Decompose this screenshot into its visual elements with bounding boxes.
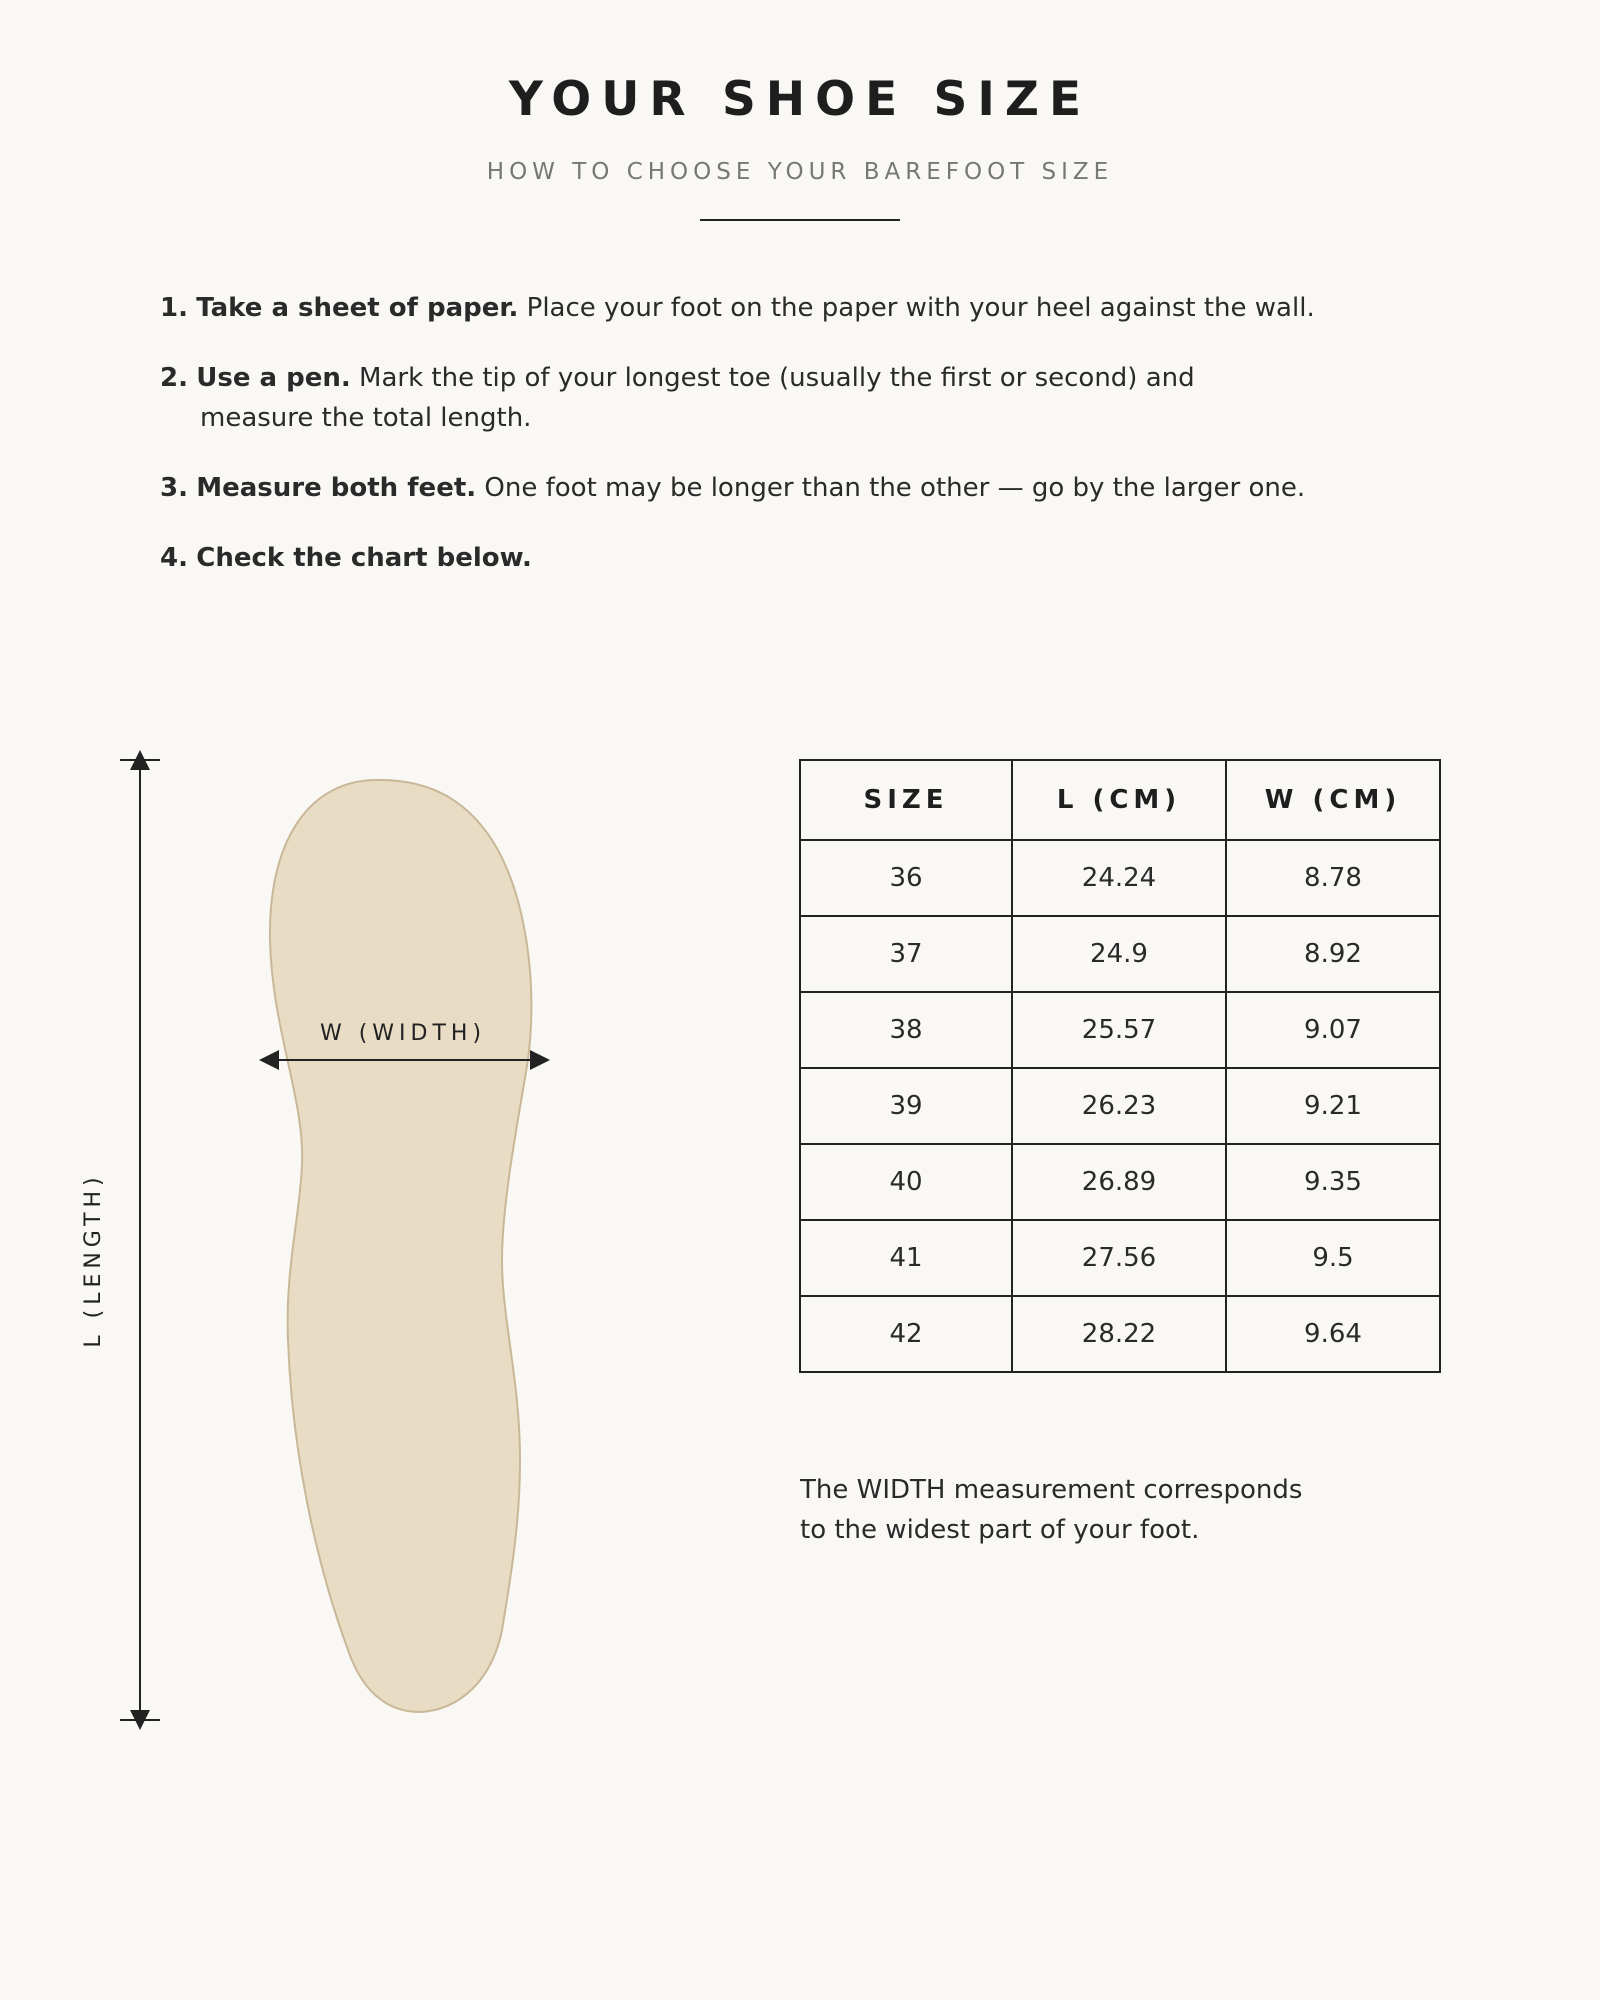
length-cell: 27.56	[1012, 1220, 1226, 1296]
foot-outline	[270, 780, 531, 1712]
width-cell: 9.5	[1226, 1220, 1440, 1296]
table-row	[800, 840, 1440, 916]
table-row	[800, 1220, 1440, 1296]
width-note-line-1: The WIDTH measurement corresponds	[800, 1475, 1303, 1505]
size-chart-table	[799, 759, 1441, 1373]
width-cell: 9.64	[1226, 1296, 1440, 1372]
step-lead: Take a sheet of paper.	[196, 293, 519, 323]
width-arrow-left	[259, 1050, 279, 1070]
step-text: Place your foot on the paper with your heel against the wall.	[526, 293, 1315, 323]
length-cell: 24.9	[1012, 916, 1226, 992]
table-row	[800, 992, 1440, 1068]
instruction-step-2	[160, 358, 1460, 438]
length-cell: 24.24	[1012, 840, 1226, 916]
size-cell: 39	[800, 1068, 1012, 1144]
step-lead: Use a pen.	[196, 363, 351, 393]
table-header-row	[800, 760, 1440, 840]
column-header-size: SIZE	[800, 760, 1012, 840]
title-divider	[700, 219, 900, 221]
size-cell: 38	[800, 992, 1012, 1068]
step-text: One foot may be longer than the other — go by the larger one.	[484, 473, 1306, 503]
size-cell: 40	[800, 1144, 1012, 1220]
column-header-length: L (CM)	[1012, 760, 1226, 840]
page-subtitle: HOW TO CHOOSE YOUR BAREFOOT SIZE	[486, 159, 1114, 185]
instruction-list	[160, 288, 1460, 608]
length-cell: 26.23	[1012, 1068, 1226, 1144]
page-title: YOUR SHOE SIZE	[508, 72, 1092, 127]
table-row	[800, 1068, 1440, 1144]
step-number: 2.	[160, 363, 188, 393]
length-cell: 26.89	[1012, 1144, 1226, 1220]
length-cell: 25.57	[1012, 992, 1226, 1068]
width-cell: 8.92	[1226, 916, 1440, 992]
step-number: 1.	[160, 293, 188, 323]
width-cell: 9.07	[1226, 992, 1440, 1068]
step-number: 3.	[160, 473, 188, 503]
size-cell: 42	[800, 1296, 1012, 1372]
width-note	[800, 1470, 1360, 1550]
width-cell: 8.78	[1226, 840, 1440, 916]
table-row	[800, 1144, 1440, 1220]
step-lead: Check the chart below.	[196, 543, 532, 573]
instruction-step-1	[160, 288, 1460, 328]
width-label: W (WIDTH)	[319, 1021, 487, 1046]
step-text: Mark the tip of your longest toe (usually the first or second) and	[359, 363, 1195, 393]
table-row	[800, 916, 1440, 992]
size-cell: 37	[800, 916, 1012, 992]
size-cell: 41	[800, 1220, 1012, 1296]
instruction-step-3	[160, 468, 1460, 508]
width-arrow-right	[530, 1050, 550, 1070]
size-cell: 36	[800, 840, 1012, 916]
table-row	[800, 1296, 1440, 1372]
column-header-width: W (CM)	[1226, 760, 1440, 840]
step-lead: Measure both feet.	[196, 473, 477, 503]
foot-diagram	[0, 720, 700, 1760]
length-cell: 28.22	[1012, 1296, 1226, 1372]
step-number: 4.	[160, 543, 188, 573]
step-text-continued: measure the total length.	[200, 403, 532, 433]
length-dimension	[81, 750, 160, 1730]
length-label: L (LENGTH)	[81, 1172, 106, 1348]
width-cell: 9.21	[1226, 1068, 1440, 1144]
width-cell: 9.35	[1226, 1144, 1440, 1220]
instruction-step-4	[160, 538, 1460, 578]
width-note-line-2: to the widest part of your foot.	[800, 1515, 1200, 1545]
